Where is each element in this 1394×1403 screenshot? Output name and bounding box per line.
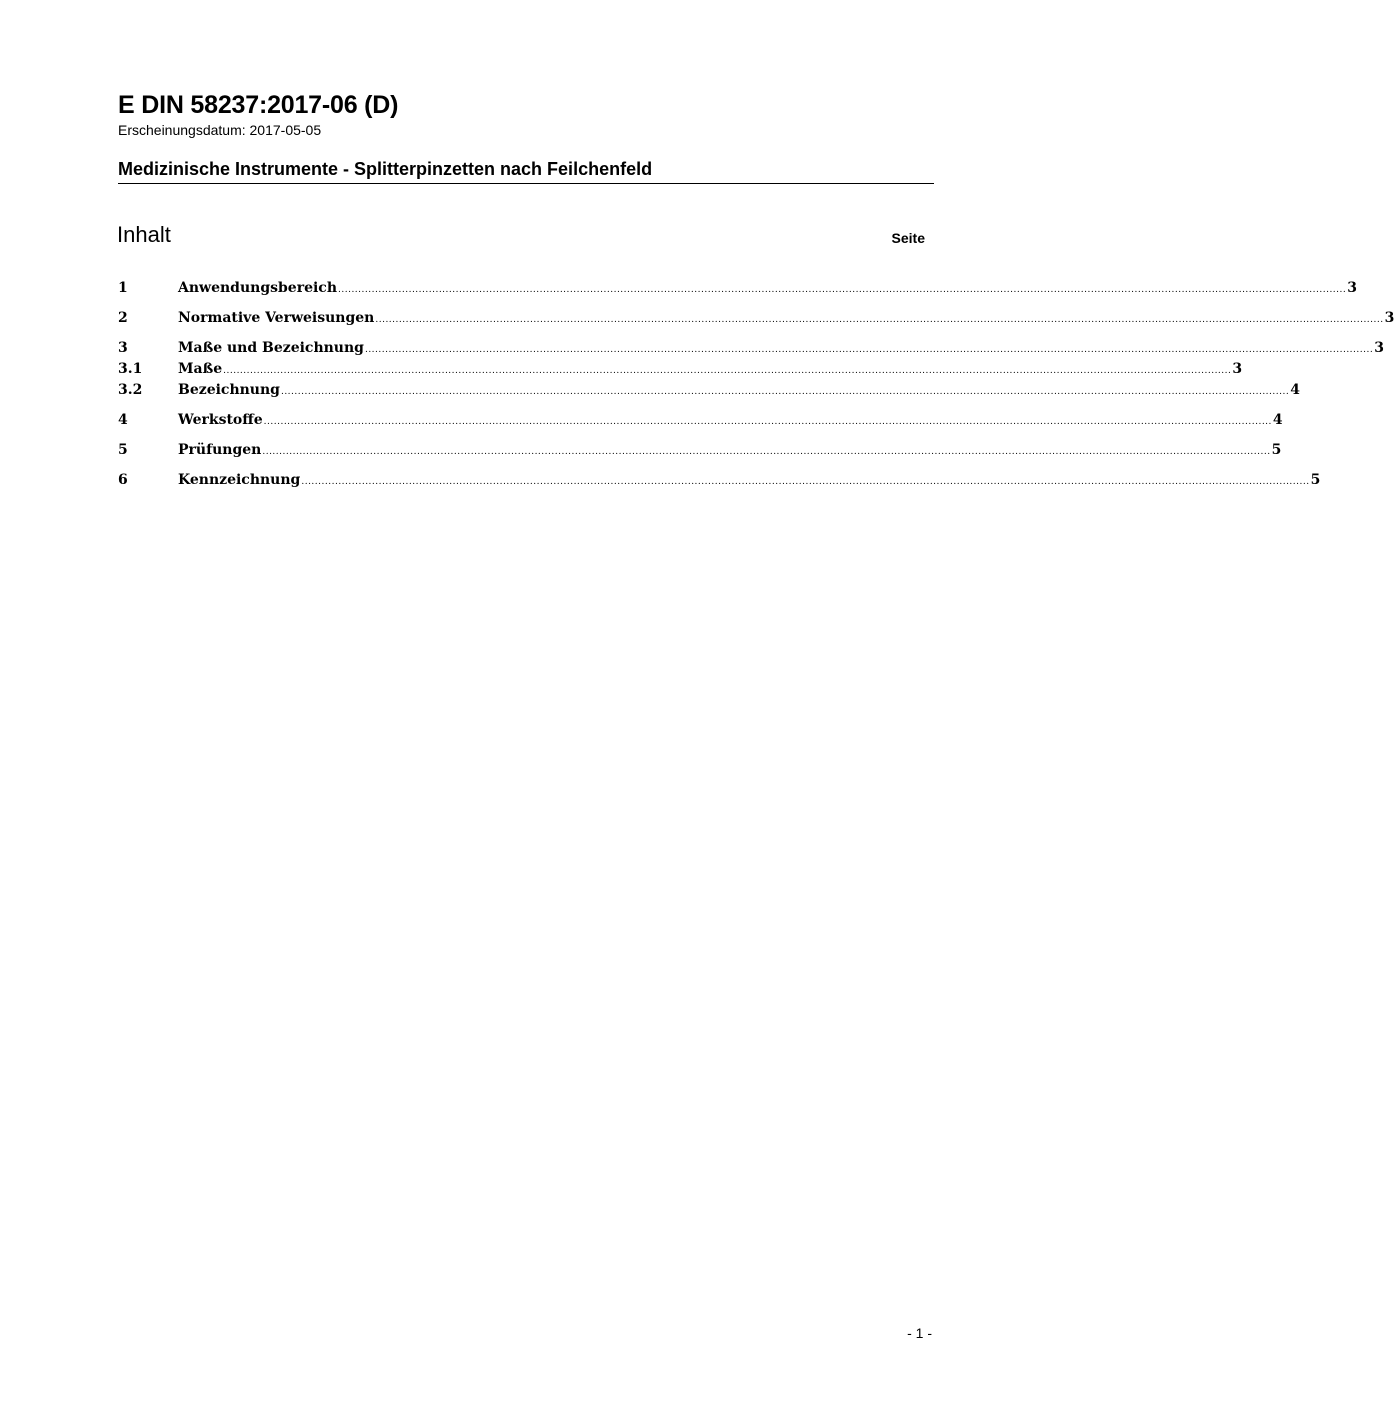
- toc-entry-2[interactable]: [118, 308, 1394, 329]
- toc-entry-page: 4: [1272, 412, 1283, 428]
- toc-entry-text: Prüfungen: [178, 442, 262, 458]
- toc-entry-number: 3.2: [118, 382, 143, 398]
- toc-dot-leader: ............................................................................................................................................................................................................................................................................................................: [338, 285, 1347, 295]
- toc-entry-number: 5: [118, 442, 128, 458]
- toc-entry-text: Bezeichnung: [178, 382, 280, 398]
- toc-dot-leader: ............................................................................................................................................................................................................................................................................................................: [375, 315, 1384, 325]
- toc-page-column-label: Seite: [891, 230, 925, 246]
- toc-entry-4[interactable]: [118, 410, 1283, 431]
- toc-dot-leader: ............................................................................................................................................................................................................................................................................................................: [263, 417, 1272, 427]
- toc-entry-text: Maße und Bezeichnung: [178, 340, 364, 356]
- toc-entry-number: 3: [118, 340, 128, 356]
- title-divider: [118, 183, 934, 184]
- table-of-contents: [118, 278, 1394, 491]
- toc-dot-leader: ............................................................................................................................................................................................................................................................................................................: [364, 345, 1374, 355]
- toc-entry-6[interactable]: [118, 470, 1321, 491]
- toc-entry-page: 3: [1384, 310, 1394, 326]
- toc-entry-3-2[interactable]: [118, 380, 1300, 401]
- toc-entry-number: 4: [118, 412, 128, 428]
- toc-entry-text: Kennzeichnung: [178, 472, 301, 488]
- toc-entry-page: 3: [1232, 361, 1243, 377]
- toc-entry-3[interactable]: [118, 338, 1384, 359]
- toc-entry-number: 2: [118, 310, 128, 326]
- toc-entry-page: 5: [1271, 442, 1282, 458]
- toc-entry-number: 1: [118, 280, 128, 296]
- toc-entry-text: Werkstoffe: [178, 412, 263, 428]
- toc-entry-number: 3.1: [118, 361, 143, 377]
- publication-date: Erscheinungsdatum: 2017-05-05: [118, 122, 322, 138]
- page-number: - 1 -: [907, 1325, 932, 1341]
- toc-dot-leader: ............................................................................................................................................................................................................................................................................................................: [223, 366, 1232, 376]
- toc-entry-1[interactable]: [118, 278, 1358, 299]
- toc-entry-5[interactable]: [118, 440, 1282, 461]
- toc-entry-number: 6: [118, 472, 128, 488]
- toc-entry-page: 5: [1310, 472, 1321, 488]
- toc-dot-leader: ............................................................................................................................................................................................................................................................................................................: [280, 387, 1290, 397]
- toc-entry-text: Maße: [178, 361, 223, 377]
- toc-entry-3-1[interactable]: [118, 359, 1243, 380]
- document-title: Medizinische Instrumente - Splitterpinzetten nach Feilchenfeld: [118, 159, 653, 179]
- toc-entry-page: 3: [1374, 340, 1384, 356]
- toc-entry-page: 3: [1347, 280, 1358, 296]
- toc-heading: Inhalt: [117, 222, 171, 247]
- toc-entry-page: 4: [1290, 382, 1300, 398]
- toc-entry-text: Normative Verweisungen: [178, 310, 375, 326]
- document-id: E DIN 58237:2017-06 (D): [118, 91, 399, 119]
- toc-dot-leader: ............................................................................................................................................................................................................................................................................................................: [262, 447, 1271, 457]
- toc-dot-leader: ............................................................................................................................................................................................................................................................................................................: [301, 477, 1310, 487]
- toc-entry-text: Anwendungsbereich: [178, 280, 337, 296]
